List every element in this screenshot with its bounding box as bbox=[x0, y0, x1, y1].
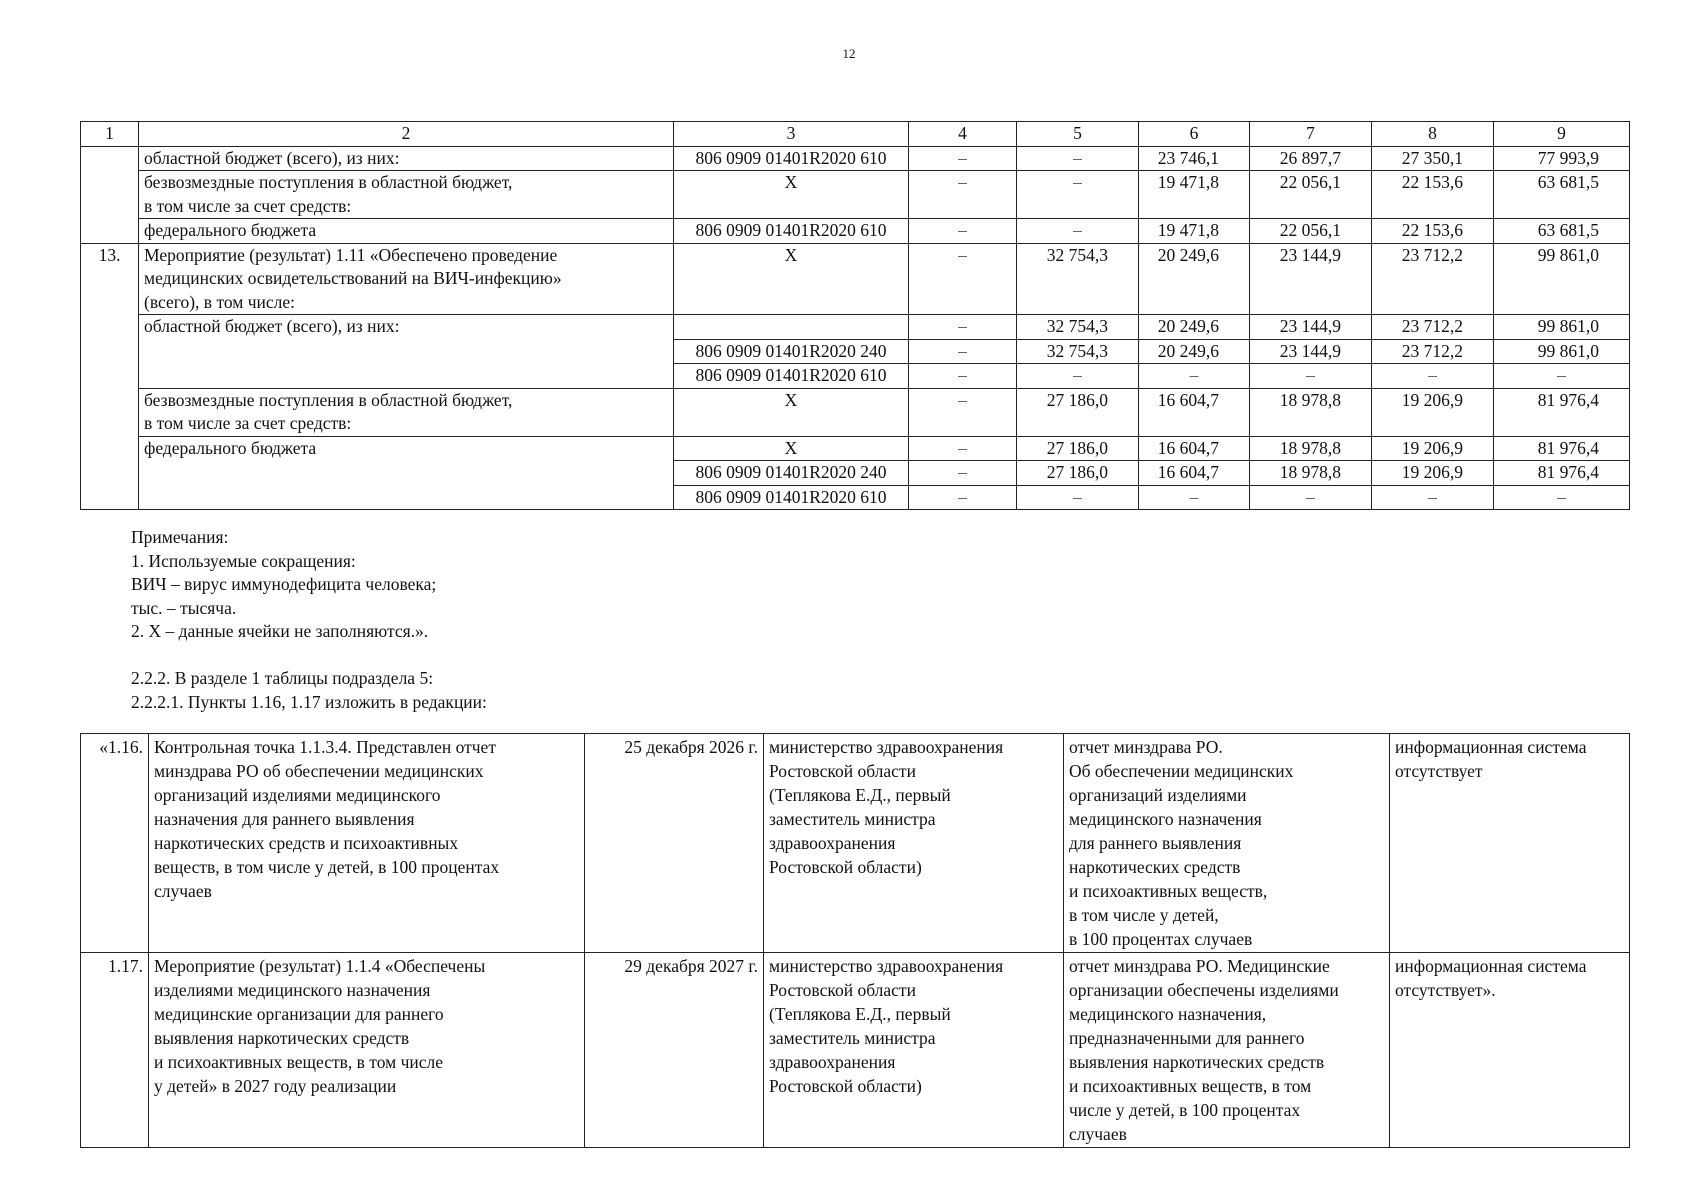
row-label: федерального бюджета bbox=[139, 219, 674, 244]
value-cell: 23 712,2 bbox=[1372, 339, 1494, 364]
value-cell: 23 144,9 bbox=[1250, 315, 1372, 340]
value-cell: 23 712,2 bbox=[1372, 315, 1494, 340]
value-cell: 27 186,0 bbox=[1017, 388, 1139, 436]
code-cell: 806 0909 01401R2020 610 bbox=[674, 485, 909, 510]
row-label: федерального бюджета bbox=[139, 436, 674, 510]
code-cell: 806 0909 01401R2020 240 bbox=[674, 461, 909, 486]
value-cell: – bbox=[1017, 364, 1139, 389]
value-cell: – bbox=[909, 243, 1017, 315]
value-cell: – bbox=[909, 436, 1017, 461]
item-number: «1.16. bbox=[81, 734, 149, 953]
code-cell: Х bbox=[674, 171, 909, 219]
value-cell: – bbox=[1372, 364, 1494, 389]
value-cell: 32 754,3 bbox=[1017, 243, 1139, 315]
value-cell: – bbox=[909, 146, 1017, 171]
value-cell: – bbox=[1017, 485, 1139, 510]
table-row bbox=[81, 315, 1630, 340]
value-cell: – bbox=[1494, 364, 1630, 389]
value-cell: – bbox=[1017, 146, 1139, 171]
value-cell: – bbox=[909, 364, 1017, 389]
table-row bbox=[81, 243, 1630, 315]
table-row bbox=[81, 171, 1630, 219]
value-cell: 16 604,7 bbox=[1139, 388, 1250, 436]
header-cell: 7 bbox=[1250, 122, 1372, 147]
value-cell: 99 861,0 bbox=[1494, 243, 1630, 315]
code-cell: Х bbox=[674, 243, 909, 315]
amendment-line: 2.2.2.1. Пункты 1.16, 1.17 изложить в редакции: bbox=[131, 691, 487, 712]
row-number-cell: 13. bbox=[81, 243, 139, 510]
header-cell: 3 bbox=[674, 122, 909, 147]
value-cell: 18 978,8 bbox=[1250, 436, 1372, 461]
value-cell: 19 206,9 bbox=[1372, 388, 1494, 436]
page-number: 12 bbox=[842, 46, 856, 61]
value-cell: 20 249,6 bbox=[1139, 243, 1250, 315]
value-cell: – bbox=[909, 171, 1017, 219]
table-row bbox=[81, 219, 1630, 244]
value-cell: – bbox=[909, 219, 1017, 244]
header-cell: 2 bbox=[139, 122, 674, 147]
header-cell: 5 bbox=[1017, 122, 1139, 147]
notes-line: 1. Используемые сокращения: bbox=[131, 550, 356, 571]
code-cell: Х bbox=[674, 436, 909, 461]
budget-table bbox=[80, 121, 1630, 510]
value-cell: 19 471,8 bbox=[1139, 219, 1250, 244]
value-cell: 81 976,4 bbox=[1494, 388, 1630, 436]
table-row bbox=[81, 146, 1630, 171]
value-cell: – bbox=[1494, 485, 1630, 510]
code-cell: 806 0909 01401R2020 240 bbox=[674, 339, 909, 364]
header-cell: 1 bbox=[81, 122, 139, 147]
value-cell: 99 861,0 bbox=[1494, 315, 1630, 340]
item-description: Контрольная точка 1.1.3.4. Представлен отчет минздрава РО об обеспечении медицинских организаций изделиями медицинского назначения для раннего выявления наркотических средств и психоактивных веществ, в том числе у детей, в 100 процентах случаев bbox=[149, 734, 585, 953]
notes-section bbox=[131, 526, 487, 714]
notes-line: ВИЧ – вирус иммунодефицита человека; bbox=[131, 574, 437, 594]
value-cell: – bbox=[1017, 171, 1139, 219]
value-cell: 63 681,5 bbox=[1494, 171, 1630, 219]
value-cell: 32 754,3 bbox=[1017, 315, 1139, 340]
table-row bbox=[81, 436, 1630, 461]
table-header-row bbox=[81, 122, 1630, 147]
value-cell: 19 206,9 bbox=[1372, 461, 1494, 486]
value-cell: 18 978,8 bbox=[1250, 461, 1372, 486]
code-cell bbox=[674, 315, 909, 340]
notes-line: 2. Х – данные ячейки не заполняются.». bbox=[131, 621, 429, 641]
table-row bbox=[81, 734, 1630, 953]
value-cell: 19 206,9 bbox=[1372, 436, 1494, 461]
value-cell: 20 249,6 bbox=[1139, 315, 1250, 340]
code-cell: Х bbox=[674, 388, 909, 436]
value-cell: – bbox=[1250, 364, 1372, 389]
value-cell: 22 056,1 bbox=[1250, 171, 1372, 219]
item-number: 1.17. bbox=[81, 953, 149, 1148]
value-cell: – bbox=[1372, 485, 1494, 510]
value-cell: 20 249,6 bbox=[1139, 339, 1250, 364]
header-cell: 9 bbox=[1494, 122, 1630, 147]
value-cell: 22 153,6 bbox=[1372, 219, 1494, 244]
notes-line: тыс. – тысяча. bbox=[131, 597, 237, 618]
item-date: 25 декабря 2026 г. bbox=[585, 734, 764, 953]
value-cell: 26 897,7 bbox=[1250, 146, 1372, 171]
value-cell: 77 993,9 bbox=[1494, 146, 1630, 171]
header-cell: 4 bbox=[909, 122, 1017, 147]
value-cell: – bbox=[909, 388, 1017, 436]
header-cell: 8 bbox=[1372, 122, 1494, 147]
spacer bbox=[131, 644, 487, 668]
value-cell: 23 712,2 bbox=[1372, 243, 1494, 315]
value-cell: – bbox=[1250, 485, 1372, 510]
value-cell: 23 144,9 bbox=[1250, 243, 1372, 315]
code-cell: 806 0909 01401R2020 610 bbox=[674, 364, 909, 389]
value-cell: – bbox=[1139, 485, 1250, 510]
table-row bbox=[81, 388, 1630, 436]
value-cell: 81 976,4 bbox=[1494, 461, 1630, 486]
plan-table bbox=[80, 733, 1630, 1148]
header-cell: 6 bbox=[1139, 122, 1250, 147]
value-cell: 81 976,4 bbox=[1494, 436, 1630, 461]
row-label: областной бюджет (всего), из них: bbox=[139, 146, 674, 171]
row-label: Мероприятие (результат) 1.11 «Обеспечено проведение медицинских освидетельствований на ВИЧ-инфекцию» (всего), в том числе: bbox=[139, 243, 674, 315]
item-description: Мероприятие (результат) 1.1.4 «Обеспечены изделиями медицинского назначения медицинские организации для раннего выявления наркотических средств и психоактивных веществ, в том числе у детей» в 2027 году реализации bbox=[149, 953, 585, 1148]
value-cell: 22 056,1 bbox=[1250, 219, 1372, 244]
notes-title: Примечания: bbox=[131, 527, 229, 547]
code-cell: 806 0909 01401R2020 610 bbox=[674, 219, 909, 244]
amendment-line: 2.2.2. В разделе 1 таблицы подраздела 5: bbox=[131, 668, 434, 688]
value-cell: 99 861,0 bbox=[1494, 339, 1630, 364]
row-label: областной бюджет (всего), из них: bbox=[139, 315, 674, 389]
value-cell: 27 186,0 bbox=[1017, 461, 1139, 486]
value-cell: 32 754,3 bbox=[1017, 339, 1139, 364]
table-row bbox=[81, 953, 1630, 1148]
item-date: 29 декабря 2027 г. bbox=[585, 953, 764, 1148]
item-responsible: министерство здравоохранения Ростовской области (Теплякова Е.Д., первый заместитель министра здравоохранения Ростовской области) bbox=[764, 734, 1064, 953]
row-label: безвозмездные поступления в областной бюджет, в том числе за счет средств: bbox=[139, 171, 674, 219]
item-report: отчет минздрава РО. Об обеспечении медицинских организаций изделиями медицинского назначения для раннего выявления наркотических средств и психоактивных веществ, в том числе у детей, в 100 процентах случаев bbox=[1064, 734, 1390, 953]
value-cell: – bbox=[909, 315, 1017, 340]
row-label: безвозмездные поступления в областной бюджет, в том числе за счет средств: bbox=[139, 388, 674, 436]
row-number-cell bbox=[81, 146, 139, 243]
value-cell: – bbox=[909, 485, 1017, 510]
value-cell: – bbox=[909, 461, 1017, 486]
item-responsible: министерство здравоохранения Ростовской области (Теплякова Е.Д., первый заместитель министра здравоохранения Ростовской области) bbox=[764, 953, 1064, 1148]
value-cell: 27 350,1 bbox=[1372, 146, 1494, 171]
code-cell: 806 0909 01401R2020 610 bbox=[674, 146, 909, 171]
value-cell: 27 186,0 bbox=[1017, 436, 1139, 461]
value-cell: – bbox=[1017, 219, 1139, 244]
value-cell: 18 978,8 bbox=[1250, 388, 1372, 436]
value-cell: – bbox=[909, 339, 1017, 364]
item-report: отчет минздрава РО. Медицинские организации обеспечены изделиями медицинского назначения, предназначенными для раннего выявления наркотических средств и психоактивных веществ, в том числе у детей, в 100 процентах случаев bbox=[1064, 953, 1390, 1148]
value-cell: 23 144,9 bbox=[1250, 339, 1372, 364]
value-cell: 22 153,6 bbox=[1372, 171, 1494, 219]
item-info-system: информационная система отсутствует bbox=[1390, 734, 1630, 953]
value-cell: – bbox=[1139, 364, 1250, 389]
value-cell: 63 681,5 bbox=[1494, 219, 1630, 244]
value-cell: 16 604,7 bbox=[1139, 436, 1250, 461]
value-cell: 19 471,8 bbox=[1139, 171, 1250, 219]
item-info-system: информационная система отсутствует». bbox=[1390, 953, 1630, 1148]
value-cell: 23 746,1 bbox=[1139, 146, 1250, 171]
value-cell: 16 604,7 bbox=[1139, 461, 1250, 486]
